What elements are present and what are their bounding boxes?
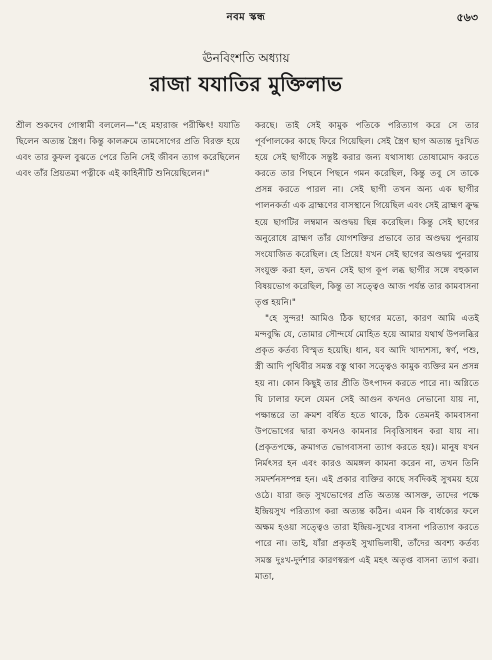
page-number: ৫৬৩ <box>456 11 478 24</box>
paragraph: শ্রীল শুকদেব গোস্বামী বললেন—"হে মহারাজ পরীক্ষিৎ! যযাতি ছিলেন অত্যন্ত স্ত্রৈণ। কিন্তু কালক্রমে তামসোগের প্রতি বিরক্ত হয়ে এবং তার কুফল বুঝতে পেরে তিনি সেই জীবন ত্যাগ করেছিলেন এবং তাঁর প্রিয়তমা পত্নীকে এই কাহিনীটি শুনিয়েছিলেন।" <box>16 121 240 180</box>
running-header: নবম স্কন্ধ <box>226 12 266 23</box>
chapter-title: রাজা যযাতির মুক্তিলাভ <box>149 72 343 96</box>
chapter-subtitle: ঊনবিংশতি অধ্যায় <box>202 51 290 65</box>
left-text-column <box>16 118 240 182</box>
paragraph: করছে। তাই সেই কামুক পতিকে পরিত্যাগ করে সে তার পূর্বপালকের কাছে ফিরে গিয়েছিল। সেই স্ত্রৈণ ছাগ অত্যন্ত দুঃখিত হয়ে সেই ছাগীকে সন্তুষ্ট করার জন্য যথাসাধ্য তোষামোদ করতে করতে তার পিছনে পিছনে গমন করেছিল, কিন্তু তবু সে তাকে প্রসন্ন করতে পারল না। সেই ছাগী তখন অন্য এক ছাগীর পালনকর্তা এক ব্রাহ্মণের বাসস্থানে গিয়েছিল এবং সেই ব্রাহ্মণ ক্রুদ্ধ হয়ে ছাগটির লম্বমান অণ্ডদ্বয় ছিন্ন করেছিল। কিন্তু সেই ছাগের অনুরোধে ব্রাহ্মণ তাঁর যোগশক্তির প্রভাবে তার অণ্ডদ্বয় পুনরায় সংযোজিত করেছিল। হে প্রিয়ে! যখন সেই ছাগের অণ্ডদ্বয় পুনরায় সংযুক্ত করা হল, তখন সেই ছাগ কূপ লব্ধ ছাগীর সঙ্গে বহুকাল বিষয়ভোগ করেছিল, কিন্তু তা সত্ত্বেও আজ পর্যন্ত তার কামবাসনা তৃপ্ত হয়নি।" <box>255 121 479 309</box>
paragraph: "হে সুন্দর! আমিও ঠিক ছাগের মতো, কারণ আমি এতই মন্দবুদ্ধি যে, তোমার সৌন্দর্যে মোহিত হয়ে আমার যথার্থ উপলব্ধির প্রকৃত কর্তব্য বিস্মৃত হয়েছি। ধান, যব আদি খাদ্যশস্য, স্বর্ণ, পশু, স্ত্রী আদি পৃথিবীর সমস্ত বস্তু থাকা সত্ত্বেও কামুক ব্যক্তির মন প্রসন্ন হয় না। কোন কিছুই তার প্রীতি উৎপাদন করতে পারে না। অগ্নিতে ঘি ঢালার ফলে যেমন সেই আগুন কখনও নেভানো যায় না, পক্ষান্তরে তা ক্রমশ বর্ধিত হতে থাকে, ঠিক তেমনই কামবাসনা উপভোগের দ্বারা কখনও কামনার নিবৃত্তিসাধন করা যায় না। (প্রকৃতপক্ষে, ক্রমাগত ভোগবাসনা ত্যাগ করতে হয়)। মানুষ যখন নির্মৎসর হন এবং কারও অমঙ্গল কামনা করেন না, তখন তিনি সমদর্শনসম্পন্ন হন। এই প্রকার ব্যক্তির কাছে সর্বদিকই সুখময় হয়ে ওঠে। যারা জড় সুখভোগের প্রতি অত্যন্ত আসক্ত, তাদের পক্ষে ইন্দ্রিয়সুখ পরিত্যাগ করা অত্যন্ত কঠিন। এমন কি বার্ধক্যের ফলে অক্ষম হওয়া সত্ত্বেও তারা ইন্দ্রিয়-সুখের বাসনা পরিত্যাগ করতে পারে না। তাই, যাঁরা প্রকৃতই সুখাভিলাষী, তাঁদের অবশ্য কর্তব্য সমস্ত দুঃখ-দুর্দশার কারণস্বরূপ এই মহৎ অতৃপ্ত বাসনা ত্যাগ করা। মাতা, <box>255 314 479 582</box>
right-text-column <box>255 118 479 585</box>
